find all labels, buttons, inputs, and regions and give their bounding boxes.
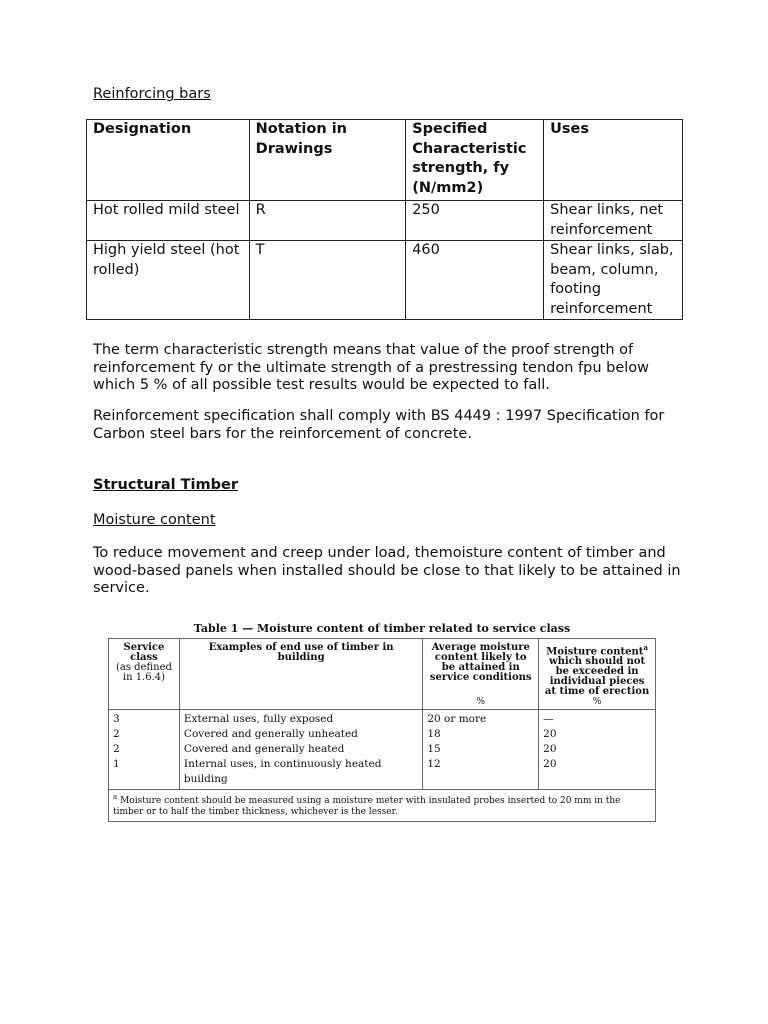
cell-strength: 460: [406, 241, 544, 320]
cell-uses: Shear links, net reinforcement: [544, 201, 683, 241]
cell-uses: Shear links, slab, beam, column, footing reinforcement: [544, 241, 683, 320]
cell-class: 2: [109, 742, 180, 757]
reinforcing-bars-heading: Reinforcing bars: [93, 86, 211, 102]
footnote-text: Moisture content should be measured using a moisture meter with insulated probes inserted to 20 mm in the timber or to half the timber thickness, whichever is the lesser.: [113, 796, 621, 817]
cell-strength: 250: [406, 201, 544, 241]
exceed-footnote-mark: a: [643, 643, 648, 652]
cell-class: 3: [109, 710, 180, 728]
cell-notation: R: [249, 201, 406, 241]
moisture-content-subheading: Moisture content: [93, 512, 216, 528]
header-designation: Designation: [87, 120, 250, 201]
reinforcing-bars-table: [86, 119, 683, 320]
cell-notation: T: [249, 241, 406, 320]
table-row: [109, 742, 656, 757]
exceed-label: Moisture content: [546, 646, 644, 658]
cell-designation: Hot rolled mild steel: [87, 201, 250, 241]
cell-average: 12: [423, 757, 539, 790]
cell-max: 20: [539, 757, 656, 790]
cell-max: 20: [539, 742, 656, 757]
cell-designation: High yield steel (hot rolled): [87, 241, 250, 320]
service-class-note: (as defined in 1.6.4): [115, 662, 172, 683]
table-header-row: [87, 120, 683, 201]
footnote-mark: a: [113, 793, 118, 801]
footnote-row: [109, 790, 656, 822]
moisture-table-figure: [108, 620, 656, 817]
exceed-unit: %: [592, 697, 602, 707]
moisture-content-table: [108, 638, 656, 822]
cell-example: Internal uses, in continuously heated building: [179, 757, 422, 790]
table-row: [87, 201, 683, 241]
header-examples: Examples of end use of timber in building: [179, 639, 422, 710]
cell-max: —: [539, 710, 656, 728]
cell-average: 18: [423, 727, 539, 742]
cell-average: 15: [423, 742, 539, 757]
table-header-row: [109, 639, 656, 710]
cell-class: 2: [109, 727, 180, 742]
cell-max: 20: [539, 727, 656, 742]
header-strength: Specified Characteristic strength, fy (N/mm2): [406, 120, 544, 201]
header-average: [423, 639, 539, 710]
average-label: Average moisture content likely to be attained in service conditions: [429, 642, 532, 683]
header-service-class: [109, 639, 180, 710]
cell-example: External uses, fully exposed: [179, 710, 422, 728]
reinforcement-spec-paragraph: Reinforcement specification shall comply with BS 4449 : 1997 Specification for Carbon steel bars for the reinforcement of concrete.: [93, 408, 665, 442]
table-row: [87, 241, 683, 320]
cell-class: 1: [109, 757, 180, 790]
cell-example: Covered and generally heated: [179, 742, 422, 757]
table-row: [109, 710, 656, 728]
moisture-paragraph: To reduce movement and creep under load, themoisture content of timber and wood-based panels when installed should be close to that likely to be attained in service.: [93, 545, 681, 596]
exceed-label-rest: which should not be exceeded in individual pieces at time of erection: [544, 656, 650, 698]
header-uses: Uses: [544, 120, 683, 201]
cell-average: 20 or more: [423, 710, 539, 728]
characteristic-strength-paragraph: The term characteristic strength means that value of the proof strength of reinforcement fy or the ultimate strength of a prestressing tendon fpu below which 5 % of all possible test results would be expected to fall.: [93, 342, 650, 393]
table-footnote: [109, 790, 656, 822]
header-notation: Notation in Drawings: [249, 120, 406, 201]
table-row: [109, 757, 656, 790]
cell-example: Covered and generally unheated: [179, 727, 422, 742]
table1-title: Table 1 — Moisture content of timber related to service class: [193, 622, 571, 635]
table-row: [109, 727, 656, 742]
service-class-label: Service class: [123, 642, 165, 663]
structural-timber-heading: Structural Timber: [93, 477, 238, 493]
average-unit: %: [476, 697, 486, 707]
header-exceed: [539, 639, 656, 710]
